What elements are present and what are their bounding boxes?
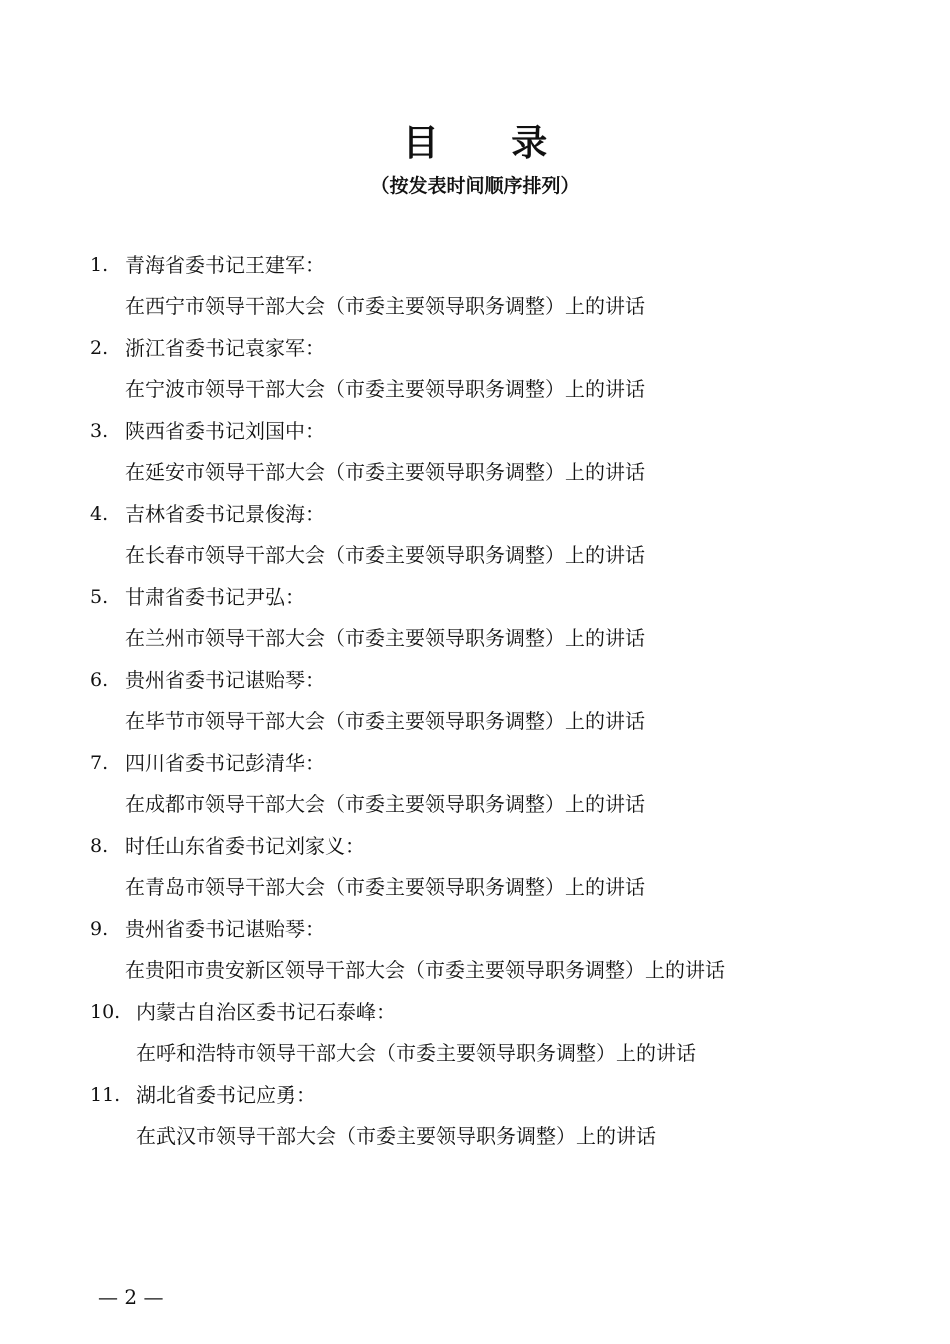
toc-entry-number: 8. [90,835,109,857]
page-title: 目 录 [402,123,578,164]
toc-entry-title[interactable]: 在成都市领导干部大会（市委主要领导职务调整）上的讲话 [125,792,645,816]
toc-entry-title[interactable]: 在长春市领导干部大会（市委主要领导职务调整）上的讲话 [125,543,645,567]
toc-entry-number: 9. [90,918,109,940]
toc-entry-speaker: 甘肃省委书记尹弘： [125,585,305,609]
toc-entry-title[interactable]: 在宁波市领导干部大会（市委主要领导职务调整）上的讲话 [125,377,645,401]
toc-entry-speaker: 吉林省委书记景俊海： [125,502,325,526]
toc-entry-speaker: 内蒙古自治区委书记石泰峰： [136,1000,396,1024]
page-number-footer: — 2 — [98,1285,164,1309]
toc-entry-number: 10. [90,1001,121,1023]
toc-entry-title[interactable]: 在兰州市领导干部大会（市委主要领导职务调整）上的讲话 [125,626,645,650]
toc-entry-number: 5. [90,586,109,608]
toc-entry-title[interactable]: 在延安市领导干部大会（市委主要领导职务调整）上的讲话 [125,460,645,484]
toc-entry-number: 3. [90,420,109,442]
toc-entry-title[interactable]: 在武汉市领导干部大会（市委主要领导职务调整）上的讲话 [136,1124,656,1148]
toc-entry-speaker: 贵州省委书记谌贻琴： [125,917,325,941]
toc-entry-title[interactable]: 在呼和浩特市领导干部大会（市委主要领导职务调整）上的讲话 [136,1041,696,1065]
toc-entry-title[interactable]: 在青岛市领导干部大会（市委主要领导职务调整）上的讲话 [125,875,645,899]
toc-entry-number: 6. [90,669,109,691]
toc-entry-title[interactable]: 在贵阳市贵安新区领导干部大会（市委主要领导职务调整）上的讲话 [125,958,725,982]
toc-entry-speaker: 时任山东省委书记刘家义： [125,834,365,858]
toc-entry-speaker: 湖北省委书记应勇： [136,1083,316,1107]
page-subtitle: （按发表时间顺序排列） [370,175,580,197]
toc-entry-speaker: 四川省委书记彭清华： [125,751,325,775]
toc-entry-number: 2. [90,337,109,359]
toc-entry-speaker: 贵州省委书记谌贻琴： [125,668,325,692]
toc-entry-title[interactable]: 在毕节市领导干部大会（市委主要领导职务调整）上的讲话 [125,709,645,733]
toc-entry-speaker: 陕西省委书记刘国中： [125,419,325,443]
toc-entry-number: 7. [90,752,109,774]
toc-entry-number: 4. [90,503,109,525]
toc-entry-number: 1. [90,254,109,276]
toc-entry-title[interactable]: 在西宁市领导干部大会（市委主要领导职务调整）上的讲话 [125,294,645,318]
toc-entry-speaker: 青海省委书记王建军： [125,253,325,277]
toc-entry-speaker: 浙江省委书记袁家军： [125,336,325,360]
toc-entry-number: 11. [90,1084,121,1106]
